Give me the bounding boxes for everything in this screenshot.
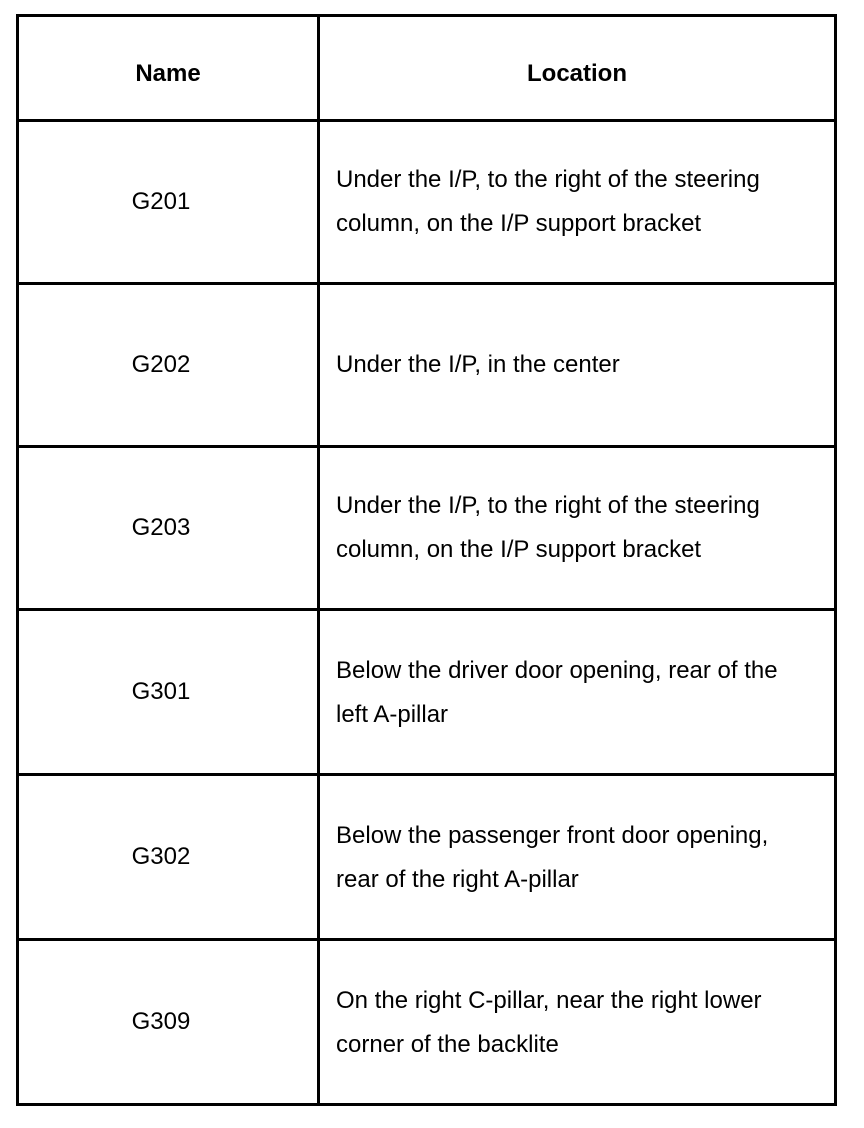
ground-name-cell: G309 bbox=[18, 940, 319, 1105]
ground-name-cell: G301 bbox=[18, 610, 319, 775]
ground-name-cell: G302 bbox=[18, 775, 319, 940]
ground-location-cell: Under the I/P, in the center bbox=[319, 284, 836, 447]
ground-name-cell: G203 bbox=[18, 447, 319, 610]
ground-locations-table-container bbox=[16, 14, 834, 1106]
column-header-location: Location bbox=[319, 16, 836, 121]
table-row bbox=[18, 284, 836, 447]
ground-name-cell: G202 bbox=[18, 284, 319, 447]
table-row bbox=[18, 610, 836, 775]
ground-location-cell: On the right C-pillar, near the right lower corner of the backlite bbox=[319, 940, 836, 1105]
header-row bbox=[18, 16, 836, 121]
ground-location-cell: Under the I/P, to the right of the steering column, on the I/P support bracket bbox=[319, 121, 836, 284]
table-row bbox=[18, 121, 836, 284]
table-header bbox=[18, 16, 836, 121]
column-header-name: Name bbox=[18, 16, 319, 121]
table-body bbox=[18, 121, 836, 1105]
table-row bbox=[18, 775, 836, 940]
ground-location-cell: Below the driver door opening, rear of the left A-pillar bbox=[319, 610, 836, 775]
ground-location-cell: Under the I/P, to the right of the steering column, on the I/P support bracket bbox=[319, 447, 836, 610]
table-row bbox=[18, 940, 836, 1105]
ground-locations-table bbox=[16, 14, 837, 1106]
ground-name-cell: G201 bbox=[18, 121, 319, 284]
table-row bbox=[18, 447, 836, 610]
ground-location-cell: Below the passenger front door opening, rear of the right A-pillar bbox=[319, 775, 836, 940]
